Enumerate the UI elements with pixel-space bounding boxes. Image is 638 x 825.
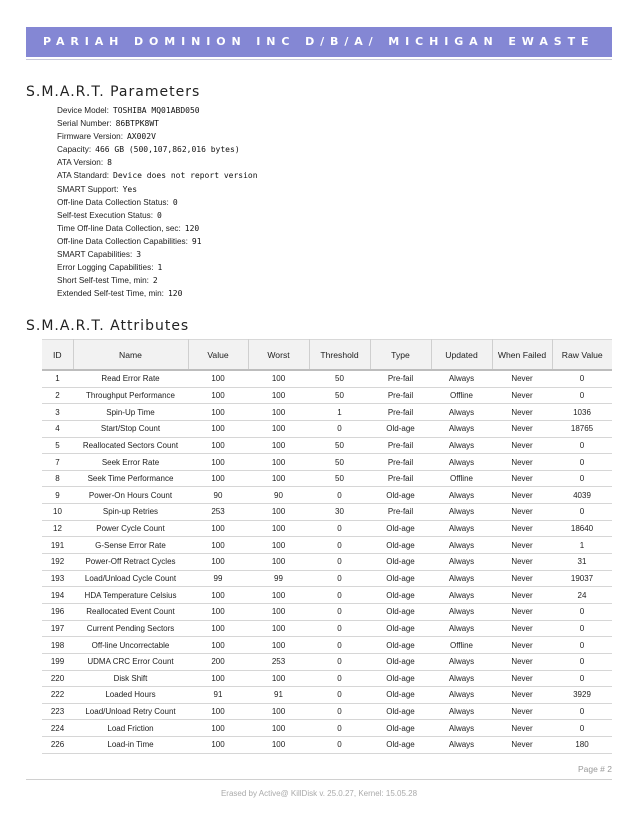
table-cell: Load Friction	[73, 720, 188, 737]
table-cell: Old-age	[370, 520, 431, 537]
table-cell: 3929	[552, 687, 612, 704]
table-cell: 100	[248, 370, 309, 387]
table-cell: 196	[42, 603, 73, 620]
table-cell: 253	[248, 653, 309, 670]
table-cell: 1	[42, 370, 73, 387]
table-cell: Never	[492, 420, 552, 437]
table-cell: 194	[42, 587, 73, 604]
parameter-value: 120	[184, 223, 200, 233]
parameter-item	[57, 104, 258, 117]
table-cell: Always	[431, 404, 492, 421]
table-cell: Old-age	[370, 487, 431, 504]
table-cell: Always	[431, 703, 492, 720]
table-cell: 220	[42, 670, 73, 687]
table-cell: 0	[309, 554, 370, 571]
table-cell: 30	[309, 504, 370, 521]
table-cell: 0	[552, 720, 612, 737]
table-cell: Pre-fail	[370, 470, 431, 487]
column-header: Updated	[431, 340, 492, 371]
parameter-item	[57, 156, 258, 169]
parameter-label: Device Model:	[57, 106, 109, 115]
table-cell: 0	[552, 504, 612, 521]
table-cell: Power-On Hours Count	[73, 487, 188, 504]
table-cell: Throughput Performance	[73, 387, 188, 404]
parameter-item	[57, 222, 258, 235]
table-cell: 0	[552, 454, 612, 471]
table-row	[42, 537, 612, 554]
table-cell: 200	[188, 653, 248, 670]
table-cell: Never	[492, 537, 552, 554]
table-row	[42, 587, 612, 604]
parameter-value: Yes	[122, 184, 138, 194]
table-cell: 5	[42, 437, 73, 454]
table-cell: Pre-fail	[370, 454, 431, 471]
table-cell: 1036	[552, 404, 612, 421]
table-cell: 99	[188, 570, 248, 587]
parameter-item	[57, 117, 258, 130]
table-cell: 100	[188, 404, 248, 421]
table-cell: Power-Off Retract Cycles	[73, 554, 188, 571]
table-cell: Seek Error Rate	[73, 454, 188, 471]
table-cell: Pre-fail	[370, 387, 431, 404]
parameter-item	[57, 261, 258, 274]
table-cell: Never	[492, 687, 552, 704]
table-cell: 91	[248, 687, 309, 704]
table-cell: 0	[552, 637, 612, 654]
table-cell: 19037	[552, 570, 612, 587]
table-cell: 0	[552, 653, 612, 670]
table-cell: Never	[492, 670, 552, 687]
table-row	[42, 670, 612, 687]
table-cell: Never	[492, 504, 552, 521]
table-cell: 100	[248, 603, 309, 620]
table-cell: 100	[188, 520, 248, 537]
parameter-label: SMART Support:	[57, 184, 119, 194]
table-cell: 100	[248, 537, 309, 554]
table-cell: Power Cycle Count	[73, 520, 188, 537]
table-cell: Pre-fail	[370, 437, 431, 454]
table-cell: 198	[42, 637, 73, 654]
parameter-label: Short Self-test Time, min:	[57, 276, 149, 286]
column-header: Worst	[248, 340, 309, 371]
table-cell: Always	[431, 653, 492, 670]
table-cell: Always	[431, 603, 492, 620]
table-cell: Always	[431, 620, 492, 637]
table-cell: 0	[552, 387, 612, 404]
table-cell: 7	[42, 454, 73, 471]
table-cell: 0	[309, 587, 370, 604]
table-cell: 9	[42, 487, 73, 504]
table-cell: Offline	[431, 387, 492, 404]
banner-divider	[26, 59, 612, 60]
table-cell: 18640	[552, 520, 612, 537]
table-cell: Always	[431, 537, 492, 554]
table-cell: 197	[42, 620, 73, 637]
parameter-label: Extended Self-test Time, min:	[57, 289, 164, 299]
table-cell: Old-age	[370, 554, 431, 571]
table-row	[42, 620, 612, 637]
table-cell: Always	[431, 570, 492, 587]
table-cell: Disk Shift	[73, 670, 188, 687]
table-cell: Never	[492, 570, 552, 587]
parameter-label: ATA Standard:	[57, 171, 110, 181]
table-cell: Always	[431, 420, 492, 437]
table-cell: 100	[248, 637, 309, 654]
parameter-value: 120	[167, 289, 183, 299]
table-cell: Offline	[431, 470, 492, 487]
table-row	[42, 504, 612, 521]
table-cell: Never	[492, 587, 552, 604]
table-cell: Loaded Hours	[73, 687, 188, 704]
table-cell: 100	[248, 720, 309, 737]
table-cell: 50	[309, 437, 370, 454]
parameter-label: Serial Number:	[57, 119, 112, 129]
table-cell: Old-age	[370, 637, 431, 654]
table-cell: 50	[309, 387, 370, 404]
table-cell: Always	[431, 737, 492, 754]
table-cell: HDA Temperature Celsius	[73, 587, 188, 604]
table-cell: 12	[42, 520, 73, 537]
table-cell: G-Sense Error Rate	[73, 537, 188, 554]
table-cell: 0	[309, 420, 370, 437]
table-cell: Always	[431, 687, 492, 704]
parameter-item	[57, 209, 258, 222]
table-cell: 100	[248, 737, 309, 754]
table-cell: Never	[492, 454, 552, 471]
parameter-label: Firmware Version:	[57, 132, 123, 142]
table-cell: Never	[492, 404, 552, 421]
table-row	[42, 720, 612, 737]
table-cell: Old-age	[370, 703, 431, 720]
table-cell: Spin-up Retries	[73, 504, 188, 521]
table-cell: 2	[42, 387, 73, 404]
table-cell: 100	[188, 603, 248, 620]
table-cell: Always	[431, 370, 492, 387]
table-cell: Never	[492, 437, 552, 454]
table-cell: 8	[42, 470, 73, 487]
table-cell: 100	[188, 554, 248, 571]
table-row	[42, 370, 612, 387]
table-cell: 0	[552, 670, 612, 687]
table-cell: Old-age	[370, 570, 431, 587]
column-header: Value	[188, 340, 248, 371]
table-cell: 100	[188, 470, 248, 487]
smart-parameters-list	[57, 104, 258, 300]
table-cell: 100	[248, 454, 309, 471]
column-header: ID	[42, 340, 73, 371]
table-cell: Offline	[431, 637, 492, 654]
parameter-value: 0	[172, 197, 178, 207]
table-cell: 100	[248, 404, 309, 421]
table-cell: Off-line Uncorrectable	[73, 637, 188, 654]
parameter-value: 0	[157, 210, 162, 220]
table-cell: Never	[492, 603, 552, 620]
table-cell: 0	[309, 687, 370, 704]
table-cell: Load/Unload Retry Count	[73, 703, 188, 720]
table-cell: Always	[431, 487, 492, 504]
table-row	[42, 387, 612, 404]
parameter-item	[57, 196, 258, 209]
table-cell: 0	[309, 637, 370, 654]
table-cell: 100	[248, 520, 309, 537]
table-cell: 0	[309, 620, 370, 637]
parameter-item	[57, 183, 258, 196]
company-banner: PARIAH DOMINION INC D/B/A/ MICHIGAN EWASTE	[26, 27, 612, 57]
table-cell: Always	[431, 587, 492, 604]
table-cell: Never	[492, 487, 552, 504]
parameter-value: 91	[191, 236, 202, 246]
table-cell: Old-age	[370, 603, 431, 620]
parameter-label: Capacity:	[57, 145, 92, 155]
table-cell: 100	[248, 387, 309, 404]
table-cell: 0	[309, 670, 370, 687]
page-number: Page # 2	[577, 764, 612, 774]
table-cell: 253	[188, 504, 248, 521]
table-cell: 0	[309, 487, 370, 504]
parameter-value: 2	[152, 276, 158, 286]
table-cell: 50	[309, 370, 370, 387]
parameter-value: TOSHIBA MQ01ABD050	[112, 106, 200, 115]
table-cell: 0	[309, 653, 370, 670]
table-cell: 0	[552, 370, 612, 387]
parameter-value: 3	[136, 250, 142, 260]
table-cell: Seek Time Performance	[73, 470, 188, 487]
table-cell: Never	[492, 653, 552, 670]
table-cell: 100	[248, 670, 309, 687]
table-cell: Always	[431, 670, 492, 687]
column-header: Type	[370, 340, 431, 371]
table-cell: Never	[492, 737, 552, 754]
table-cell: 1	[552, 537, 612, 554]
parameter-item	[57, 235, 258, 248]
table-cell: 222	[42, 687, 73, 704]
table-cell: Always	[431, 720, 492, 737]
table-cell: 0	[552, 437, 612, 454]
table-cell: 0	[309, 520, 370, 537]
table-cell: Start/Stop Count	[73, 420, 188, 437]
table-row	[42, 487, 612, 504]
parameter-item	[57, 169, 258, 182]
table-cell: 24	[552, 587, 612, 604]
table-cell: Reallocated Sectors Count	[73, 437, 188, 454]
table-cell: 100	[188, 387, 248, 404]
table-row	[42, 570, 612, 587]
parameter-value: 86BTPK8WT	[115, 119, 159, 129]
table-cell: 192	[42, 554, 73, 571]
parameter-label: Error Logging Capabilities:	[57, 263, 154, 273]
table-cell: 100	[188, 587, 248, 604]
smart-attributes-title: S.M.A.R.T. Attributes	[26, 318, 190, 334]
table-cell: Always	[431, 554, 492, 571]
table-cell: 100	[248, 420, 309, 437]
column-header: Threshold	[309, 340, 370, 371]
table-cell: Read Error Rate	[73, 370, 188, 387]
parameter-value: AX002V	[126, 132, 156, 142]
parameter-label: ATA Version:	[57, 158, 104, 168]
parameter-item	[57, 274, 258, 287]
table-cell: Never	[492, 620, 552, 637]
table-cell: 0	[552, 470, 612, 487]
table-cell: 226	[42, 737, 73, 754]
parameter-item	[57, 287, 258, 300]
smart-parameters-title: S.M.A.R.T. Parameters	[26, 84, 201, 100]
table-cell: Never	[492, 554, 552, 571]
table-cell: 100	[188, 437, 248, 454]
table-cell: Never	[492, 703, 552, 720]
table-cell: 199	[42, 653, 73, 670]
table-cell: 50	[309, 454, 370, 471]
table-cell: 100	[248, 437, 309, 454]
table-cell: 100	[188, 703, 248, 720]
table-cell: Never	[492, 470, 552, 487]
table-cell: 31	[552, 554, 612, 571]
column-header: Name	[73, 340, 188, 371]
parameter-value: Device does not report version	[113, 171, 258, 181]
table-cell: 100	[188, 537, 248, 554]
table-cell: 90	[248, 487, 309, 504]
parameter-label: Off-line Data Collection Capabilities:	[57, 236, 188, 246]
table-cell: 4039	[552, 487, 612, 504]
table-cell: 223	[42, 703, 73, 720]
table-cell: Old-age	[370, 737, 431, 754]
table-cell: Load/Unload Cycle Count	[73, 570, 188, 587]
table-cell: 99	[248, 570, 309, 587]
parameter-value: 466 GB (500,107,862,016 bytes)	[95, 145, 240, 155]
erased-by-note: Erased by Active@ KillDisk v. 25.0.27, Kernel: 15.05.28	[220, 789, 418, 798]
table-cell: Old-age	[370, 653, 431, 670]
table-cell: 100	[188, 420, 248, 437]
parameter-label: Time Off-line Data Collection, sec:	[57, 223, 181, 233]
table-cell: 0	[552, 603, 612, 620]
table-cell: 100	[248, 703, 309, 720]
parameter-item	[57, 248, 258, 261]
table-row	[42, 454, 612, 471]
table-cell: 0	[309, 537, 370, 554]
table-cell: 0	[309, 720, 370, 737]
table-cell: Pre-fail	[370, 404, 431, 421]
table-cell: Never	[492, 370, 552, 387]
table-row	[42, 437, 612, 454]
table-row	[42, 737, 612, 754]
table-cell: Current Pending Sectors	[73, 620, 188, 637]
table-cell: Old-age	[370, 420, 431, 437]
table-cell: Reallocated Event Count	[73, 603, 188, 620]
table-cell: Pre-fail	[370, 504, 431, 521]
table-row	[42, 637, 612, 654]
table-cell: 100	[188, 454, 248, 471]
parameter-value: 8	[107, 158, 112, 168]
table-cell: Never	[492, 720, 552, 737]
parameter-item	[57, 130, 258, 143]
table-cell: 10	[42, 504, 73, 521]
table-cell: 100	[188, 737, 248, 754]
table-cell: Old-age	[370, 670, 431, 687]
table-cell: 0	[552, 620, 612, 637]
parameter-label: Self-test Execution Status:	[57, 210, 154, 220]
table-cell: Never	[492, 637, 552, 654]
table-row	[42, 653, 612, 670]
table-cell: 50	[309, 470, 370, 487]
table-cell: Old-age	[370, 587, 431, 604]
table-cell: 100	[188, 720, 248, 737]
table-cell: Always	[431, 454, 492, 471]
table-row	[42, 703, 612, 720]
table-cell: 100	[248, 470, 309, 487]
table-cell: 191	[42, 537, 73, 554]
table-cell: Load-in Time	[73, 737, 188, 754]
footer-divider	[26, 779, 612, 780]
table-cell: Never	[492, 520, 552, 537]
column-header: Raw Value	[552, 340, 612, 371]
table-cell: 91	[188, 687, 248, 704]
table-cell: 0	[309, 737, 370, 754]
table-cell: 0	[309, 603, 370, 620]
table-row	[42, 603, 612, 620]
table-cell: 4	[42, 420, 73, 437]
table-cell: 180	[552, 737, 612, 754]
table-cell: 100	[248, 554, 309, 571]
table-cell: 100	[248, 620, 309, 637]
table-cell: 100	[248, 504, 309, 521]
table-cell: Old-age	[370, 537, 431, 554]
table-cell: Spin-Up Time	[73, 404, 188, 421]
table-cell: 18765	[552, 420, 612, 437]
parameter-item	[57, 143, 258, 156]
table-cell: 0	[309, 703, 370, 720]
table-cell: 90	[188, 487, 248, 504]
table-row	[42, 554, 612, 571]
table-cell: Old-age	[370, 687, 431, 704]
table-cell: Old-age	[370, 620, 431, 637]
table-cell: Always	[431, 520, 492, 537]
table-header-row	[42, 340, 612, 371]
table-cell: 1	[309, 404, 370, 421]
table-cell: 224	[42, 720, 73, 737]
table-cell: 100	[188, 620, 248, 637]
table-cell: Never	[492, 387, 552, 404]
table-cell: 3	[42, 404, 73, 421]
table-cell: 100	[188, 370, 248, 387]
table-cell: 0	[309, 570, 370, 587]
table-row	[42, 420, 612, 437]
table-row	[42, 520, 612, 537]
table-cell: Always	[431, 504, 492, 521]
parameter-label: Off-line Data Collection Status:	[57, 197, 169, 207]
table-row	[42, 470, 612, 487]
smart-attributes-table	[42, 339, 612, 754]
table-cell: UDMA CRC Error Count	[73, 653, 188, 670]
table-row	[42, 687, 612, 704]
table-cell: Old-age	[370, 720, 431, 737]
table-row	[42, 404, 612, 421]
table-cell: 100	[188, 637, 248, 654]
table-cell: 100	[248, 587, 309, 604]
table-cell: 0	[552, 703, 612, 720]
table-body	[42, 370, 612, 753]
column-header: When Failed	[492, 340, 552, 371]
table-cell: 100	[188, 670, 248, 687]
table-cell: Pre-fail	[370, 370, 431, 387]
table-cell: Always	[431, 437, 492, 454]
parameter-value: 1	[157, 263, 163, 273]
parameter-label: SMART Capabilities:	[57, 250, 133, 260]
table-cell: 193	[42, 570, 73, 587]
